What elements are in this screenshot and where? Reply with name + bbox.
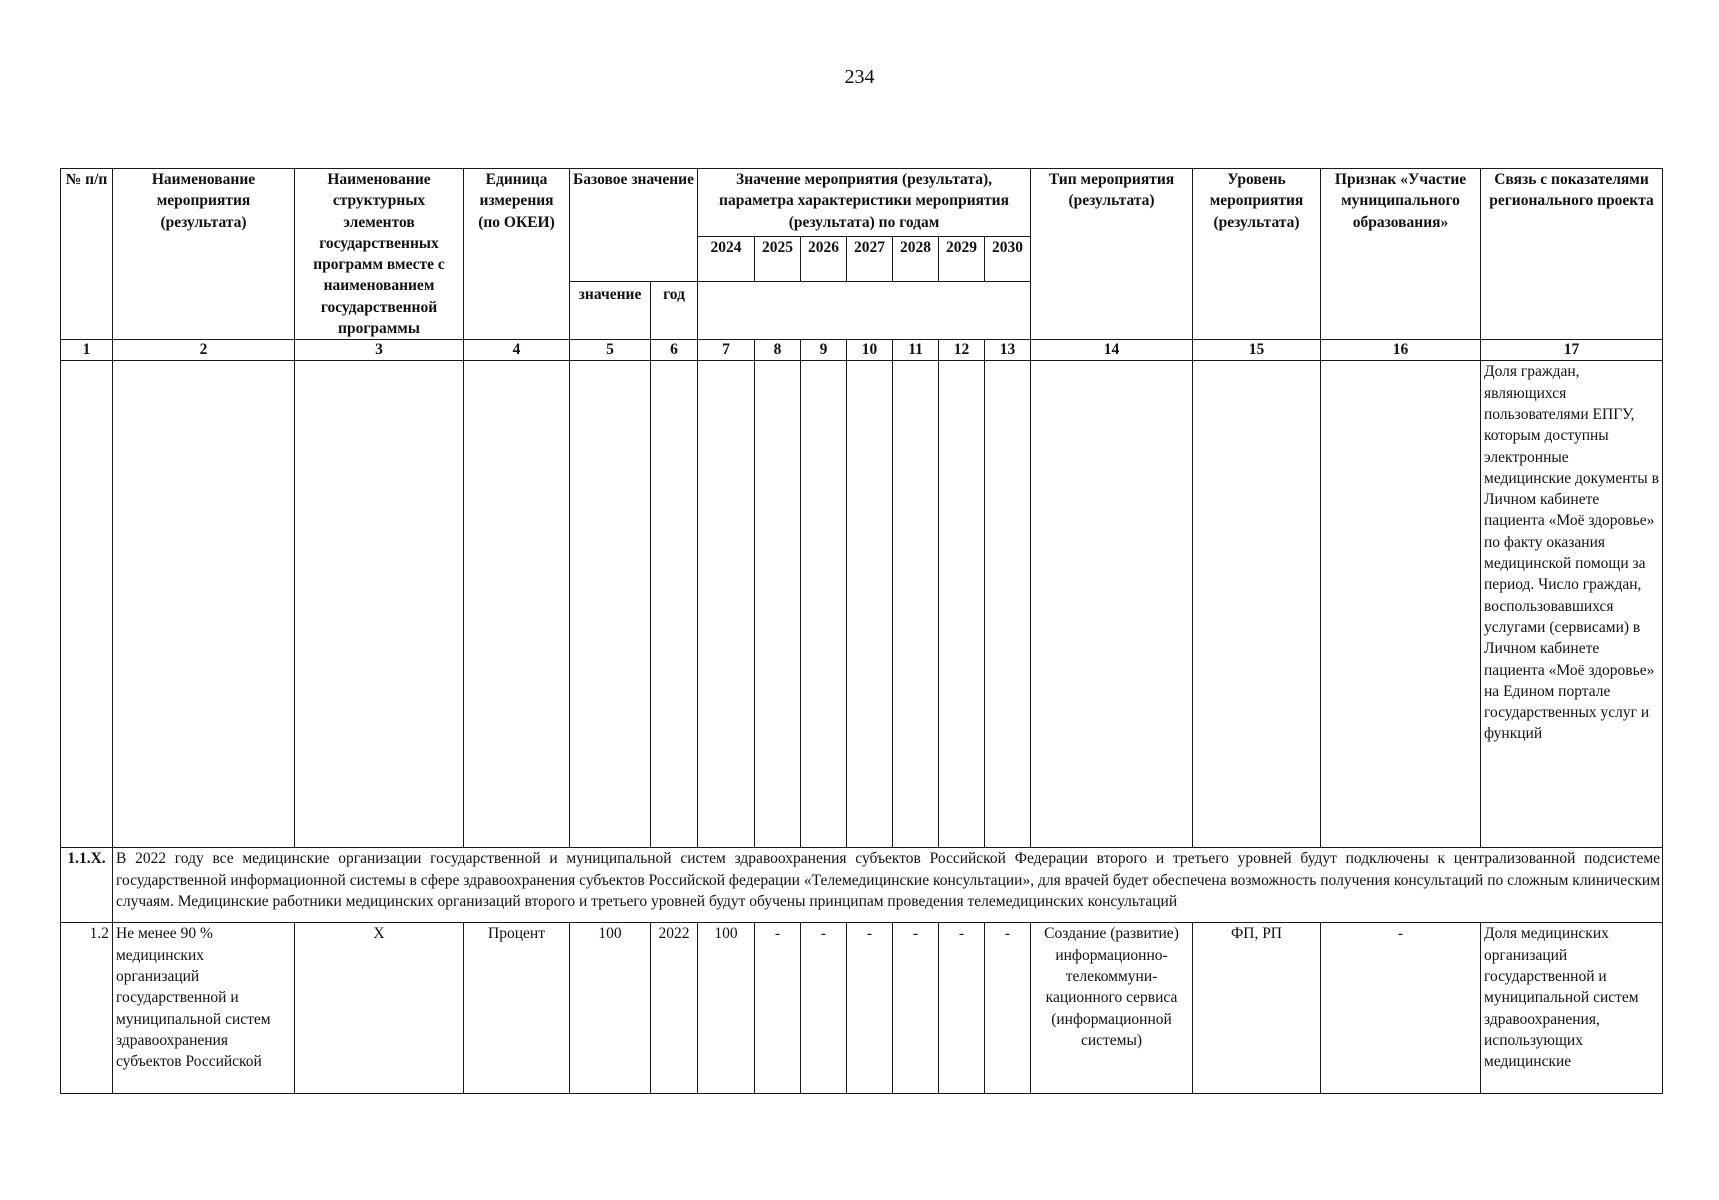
activity-type: Создание (развитие) информационно-телекоммуни-кационного сервиса (информационной системы) bbox=[1031, 923, 1193, 1094]
empty-cell bbox=[61, 361, 113, 848]
row-number: 1.1.X. bbox=[61, 848, 113, 923]
value-2026: - bbox=[801, 923, 847, 1094]
empty-cell bbox=[1193, 361, 1321, 848]
link-indicator-cell: Доля медицинских организаций государственной и муниципальной систем здравоохранения, использующих медицинские bbox=[1481, 923, 1663, 1094]
empty-cell bbox=[113, 361, 295, 848]
column-number: 17 bbox=[1481, 340, 1663, 361]
value-2029: - bbox=[939, 923, 985, 1094]
link-indicator-cell: Доля граждан, являющихся пользователями ЕПГУ, которым доступны электронные медицинские документы в Личном кабинете пациента «Моё здоровье» по факту оказания медицинской помощи за период. Число граждан, воспользовавшихся услугами (сервисами) в Личном кабинете пациента «Моё здоровье» на Едином портале государственных услуг и функций bbox=[1481, 361, 1663, 848]
empty-cell bbox=[295, 361, 464, 848]
page-number: 234 bbox=[844, 66, 875, 88]
column-number: 15 bbox=[1193, 340, 1321, 361]
column-number: 6 bbox=[651, 340, 698, 361]
value-2025: - bbox=[755, 923, 801, 1094]
header-year: 2027 bbox=[847, 236, 893, 281]
header-year: 2025 bbox=[755, 236, 801, 281]
empty-cell bbox=[939, 361, 985, 848]
header-year: 2029 bbox=[939, 236, 985, 281]
header-type: Тип мероприятия (результата) bbox=[1031, 169, 1193, 340]
activities-table bbox=[60, 168, 1663, 1094]
column-number: 10 bbox=[847, 340, 893, 361]
column-number: 8 bbox=[755, 340, 801, 361]
column-number: 3 bbox=[295, 340, 464, 361]
column-number: 2 bbox=[113, 340, 295, 361]
column-number: 1 bbox=[61, 340, 113, 361]
column-number: 5 bbox=[570, 340, 651, 361]
header-level: Уровень мероприятия (результата) bbox=[1193, 169, 1321, 340]
header-year: 2030 bbox=[985, 236, 1031, 281]
empty-cell bbox=[1031, 361, 1193, 848]
empty-cell bbox=[893, 361, 939, 848]
header-num: № п/п bbox=[61, 169, 113, 340]
base-value: 100 bbox=[570, 923, 651, 1094]
empty-cell bbox=[464, 361, 570, 848]
column-number-row bbox=[61, 340, 1663, 361]
value-2030: - bbox=[985, 923, 1031, 1094]
empty-cell bbox=[755, 361, 801, 848]
header-year: 2024 bbox=[698, 236, 755, 281]
header-link-to-indicators: Связь с показателями регионального проекта bbox=[1481, 169, 1663, 340]
empty-cell bbox=[985, 361, 1031, 848]
empty-cell bbox=[847, 361, 893, 848]
table-row bbox=[61, 923, 1663, 1094]
header-year: 2026 bbox=[801, 236, 847, 281]
header-base-value-value: значение bbox=[570, 281, 651, 340]
column-number: 4 bbox=[464, 340, 570, 361]
municipal-participation: - bbox=[1321, 923, 1481, 1094]
header-name: Наименование мероприятия (результата) bbox=[113, 169, 295, 340]
header-values-by-year: Значение мероприятия (результата), параметра характеристики мероприятия (результата) по годам bbox=[698, 169, 1031, 237]
column-number: 11 bbox=[893, 340, 939, 361]
value-2027: - bbox=[847, 923, 893, 1094]
structural-element: Х bbox=[295, 923, 464, 1094]
column-number: 7 bbox=[698, 340, 755, 361]
base-year: 2022 bbox=[651, 923, 698, 1094]
empty-cell bbox=[1321, 361, 1481, 848]
header-structural-elements: Наименование структурных элементов государственных программ вместе с наименованием государственной программы bbox=[295, 169, 464, 340]
value-2024: 100 bbox=[698, 923, 755, 1094]
empty-cell bbox=[651, 361, 698, 848]
column-number: 16 bbox=[1321, 340, 1481, 361]
row-number: 1.2 bbox=[61, 923, 113, 1094]
header-municipal-participation: Признак «Участие муниципального образования» bbox=[1321, 169, 1481, 340]
header-year-spacer bbox=[698, 281, 1031, 340]
column-number: 9 bbox=[801, 340, 847, 361]
note-text: В 2022 году все медицинские организации государственной и муниципальной систем здравоохранения субъектов Российской Федерации второго и третьего уровней будут подключены к централизованной подсистеме государственной информационной системы в сфере здравоохранения субъектов Российской федерации «Телемедицинские консультации», для врачей будет обеспечена возможность получения консультаций по сложным клиническим случаям. Медицинские работники медицинских организаций второго и третьего уровней будут обучены принципам проведения телемедицинских консультаций bbox=[113, 848, 1663, 923]
header-year: 2028 bbox=[893, 236, 939, 281]
activity-name: Не менее 90 % медицинских организаций государственной и муниципальной систем здравоохранения субъектов Российской bbox=[113, 923, 295, 1094]
header-base-value-year: год bbox=[651, 281, 698, 340]
empty-cell bbox=[698, 361, 755, 848]
unit: Процент bbox=[464, 923, 570, 1094]
column-number: 12 bbox=[939, 340, 985, 361]
header-base-value: Базовое значение bbox=[570, 169, 698, 282]
table-row bbox=[61, 361, 1663, 848]
table-row bbox=[61, 848, 1663, 923]
column-number: 13 bbox=[985, 340, 1031, 361]
empty-cell bbox=[570, 361, 651, 848]
header-unit: Единица измерения (по ОКЕИ) bbox=[464, 169, 570, 340]
value-2028: - bbox=[893, 923, 939, 1094]
column-number: 14 bbox=[1031, 340, 1193, 361]
empty-cell bbox=[801, 361, 847, 848]
activity-level: ФП, РП bbox=[1193, 923, 1321, 1094]
